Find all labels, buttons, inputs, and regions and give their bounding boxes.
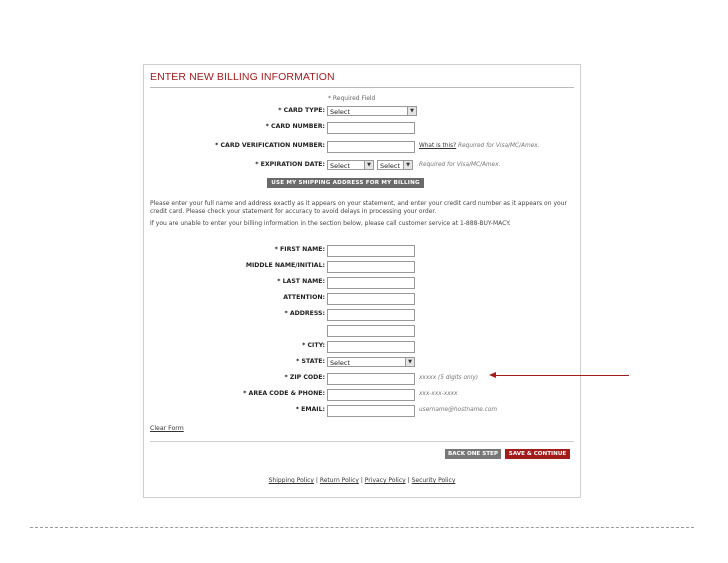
cvn-hint: Required for Visa/MC/Amex. (458, 143, 540, 149)
actions-divider (150, 441, 574, 442)
attention-input[interactable] (327, 293, 415, 305)
zip-hint: xxxxx (5 digits only) (419, 375, 479, 381)
attention-label: ATTENTION: (283, 294, 325, 301)
card-number-input[interactable] (327, 122, 415, 134)
address-row (144, 309, 580, 321)
cvn-label: * CARD VERIFICATION NUMBER: (215, 142, 325, 149)
exp-year-value: Select (380, 162, 401, 170)
zip-label: * ZIP CODE: (284, 374, 325, 381)
footer-separator: | (315, 477, 318, 484)
address-line1-input[interactable] (327, 309, 415, 321)
expiration-row (144, 160, 580, 172)
address-label: * ADDRESS: (284, 310, 325, 317)
first-name-label: * FIRST NAME: (274, 246, 325, 253)
first-name-input[interactable] (327, 245, 415, 257)
zip-input[interactable] (327, 373, 415, 385)
city-row (144, 341, 580, 353)
chevron-down-icon: ▼ (407, 107, 416, 115)
card-number-label: * CARD NUMBER: (265, 123, 325, 130)
footer-links (144, 477, 580, 484)
city-input[interactable] (327, 341, 415, 353)
address-line2-row (144, 325, 580, 337)
privacy-policy-link[interactable]: Privacy Policy (364, 477, 406, 484)
state-value: Select (330, 359, 351, 367)
footer-separator: | (407, 477, 410, 484)
state-label: * STATE: (296, 358, 325, 365)
address-line2-input[interactable] (327, 325, 415, 337)
email-hint: username@hostname.com (419, 407, 498, 413)
return-policy-link[interactable]: Return Policy (319, 477, 359, 484)
phone-hint: xxx-xxx-xxxx (419, 391, 458, 397)
email-input[interactable] (327, 405, 415, 417)
use-shipping-address-button[interactable]: USE MY SHIPPING ADDRESS FOR MY BILLING ADDRESS (267, 178, 424, 188)
annotation-arrow-head-icon (489, 372, 496, 378)
annotation-arrow-line (494, 375, 629, 376)
card-type-label: * CARD TYPE: (278, 107, 325, 114)
shipping-policy-link[interactable]: Shipping Policy (268, 477, 314, 484)
email-label: * EMAIL: (295, 406, 325, 413)
instructions-phone-text: If you are unable to enter your billing information in the section below, please call customer service at 1-888-BUY-MACY. (150, 220, 511, 227)
phone-label: * AREA CODE & PHONE: (243, 390, 325, 397)
last-name-row (144, 277, 580, 289)
title-divider (150, 87, 574, 88)
exp-year-select[interactable] (377, 160, 413, 170)
email-row (144, 405, 580, 417)
billing-form-panel (143, 64, 581, 498)
security-policy-link[interactable]: Security Policy (411, 477, 456, 484)
footer-separator: | (360, 477, 363, 484)
cvn-input[interactable] (327, 141, 415, 153)
save-continue-button[interactable]: SAVE & CONTINUE (505, 449, 570, 459)
phone-row (144, 389, 580, 401)
card-type-row (144, 106, 580, 118)
attention-row (144, 293, 580, 305)
state-row (144, 357, 580, 369)
clear-form-link[interactable]: Clear Form (150, 425, 184, 432)
chevron-down-icon: ▼ (364, 161, 373, 169)
chevron-down-icon: ▼ (405, 358, 414, 366)
chevron-down-icon: ▼ (403, 161, 412, 169)
required-field-note: * Required Field (328, 95, 376, 102)
exp-hint: Required for Visa/MC/Amex. (419, 162, 501, 168)
what-is-this-link[interactable]: What is this? (419, 143, 457, 149)
middle-name-input[interactable] (327, 261, 415, 273)
page-divider (30, 527, 694, 528)
exp-month-select[interactable] (327, 160, 374, 170)
card-number-row (144, 122, 580, 134)
card-type-value: Select (330, 108, 351, 116)
phone-input[interactable] (327, 389, 415, 401)
first-name-row (144, 245, 580, 257)
middle-name-row (144, 261, 580, 273)
city-label: * CITY: (302, 342, 325, 349)
state-select[interactable] (327, 357, 415, 367)
expiration-label: * EXPIRATION DATE: (255, 161, 325, 168)
middle-name-label: MIDDLE NAME/INITIAL: (245, 262, 325, 269)
cvn-hint-wrap (419, 143, 539, 149)
last-name-label: * LAST NAME: (277, 278, 325, 285)
last-name-input[interactable] (327, 277, 415, 289)
card-type-select[interactable] (327, 106, 417, 116)
cvn-row (144, 141, 580, 153)
back-one-step-button[interactable]: BACK ONE STEP (445, 449, 501, 459)
page-title: ENTER NEW BILLING INFORMATION (150, 71, 335, 83)
exp-month-value: Select (330, 162, 351, 170)
instructions-text: Please enter your full name and address exactly as it appears on your statement, and enter your credit card number as it appears on your credit card. Please check your statement for accuracy to avoid delays in processing your order. (150, 200, 567, 215)
